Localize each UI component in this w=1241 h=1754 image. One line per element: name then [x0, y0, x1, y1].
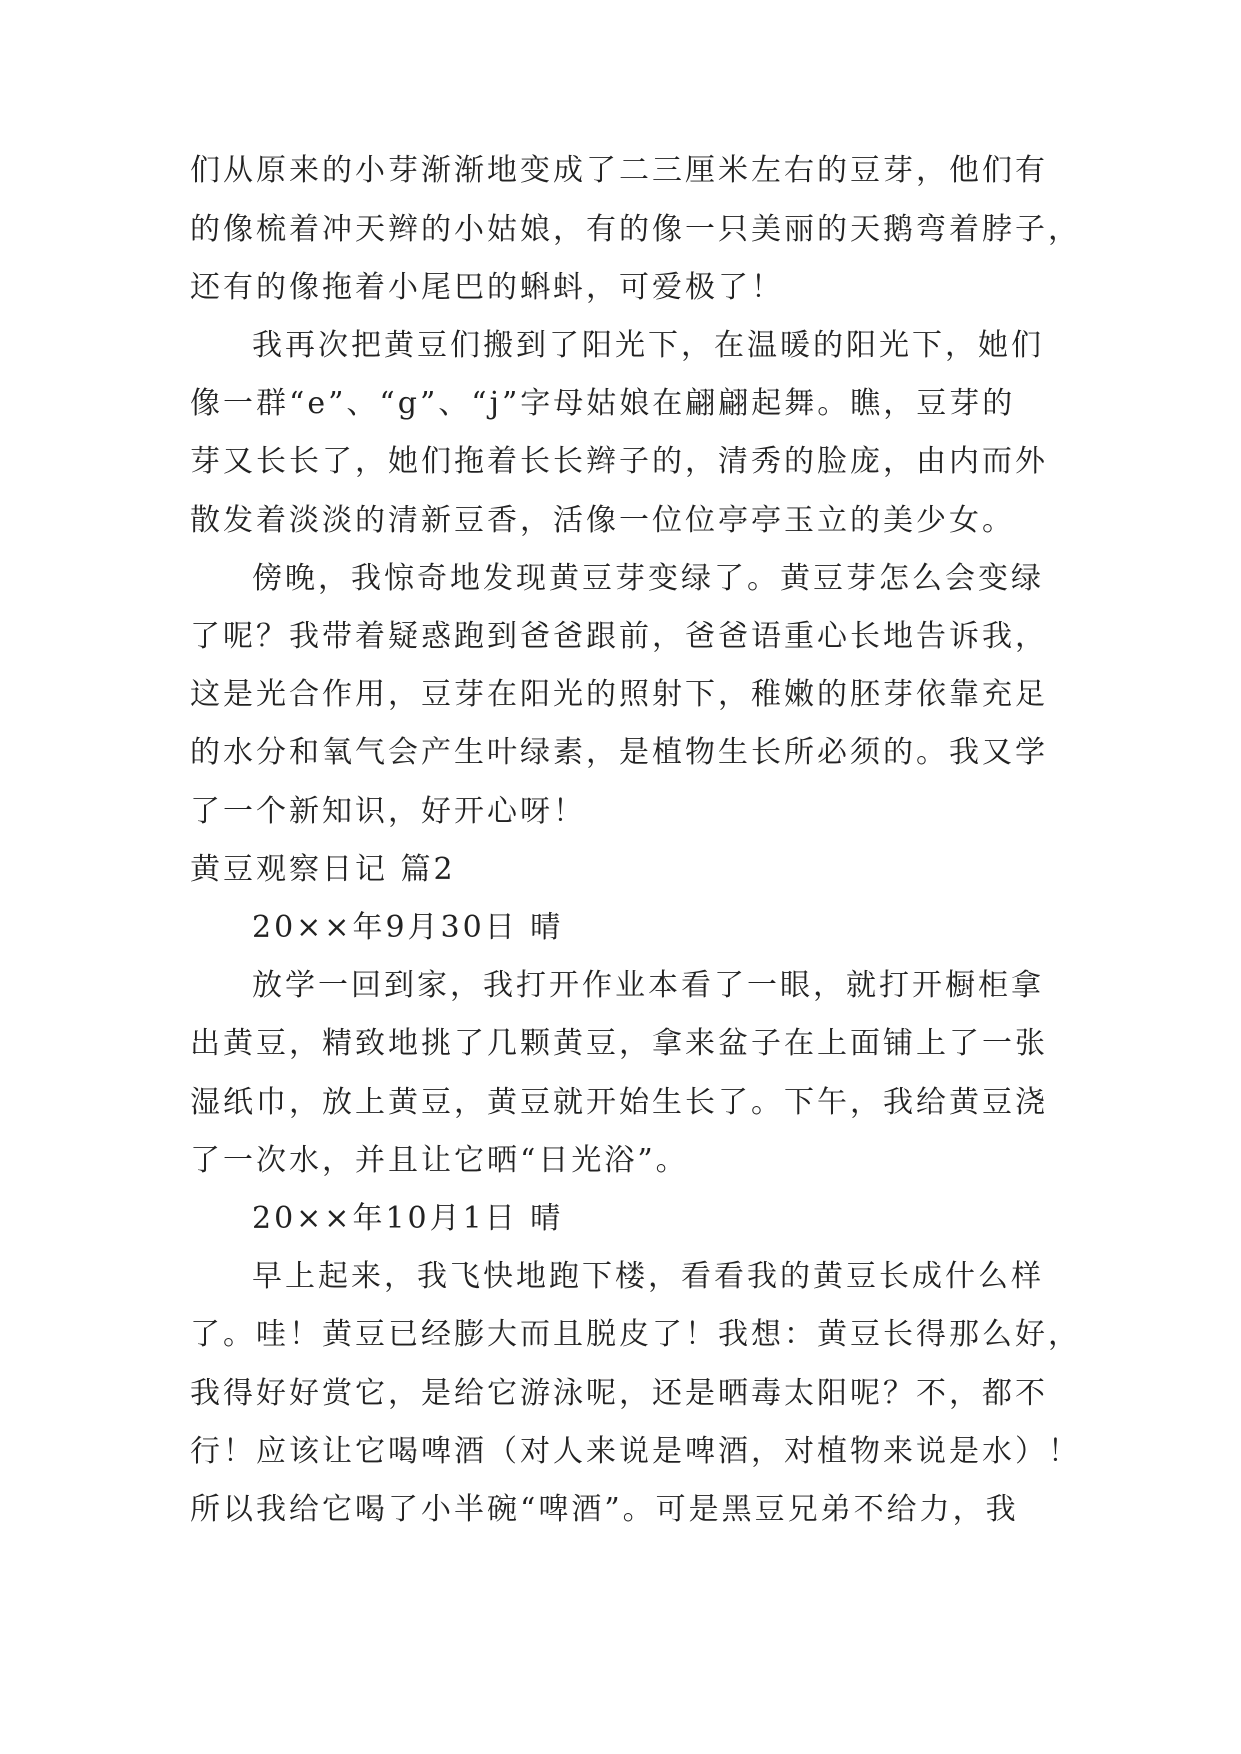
paragraph-line: 我再次把黄豆们搬到了阳光下，在温暖的阳光下，她们 — [252, 328, 1044, 363]
paragraph-line: 还有的像拖着小尾巴的蝌蚪，可爱极了！ — [190, 270, 784, 305]
paragraph-line: 芽又长长了，她们拖着长长辫子的，清秀的脸庞，由内而外 — [190, 444, 1048, 479]
paragraph-line: 湿纸巾，放上黄豆，黄豆就开始生长了。下午，我给黄豆浇 — [190, 1085, 1048, 1120]
paragraph-line: 散发着淡淡的清新豆香，活像一位位亭亭玉立的美少女。 — [190, 503, 1015, 538]
paragraph-line: 这是光合作用，豆芽在阳光的照射下，稚嫩的胚芽依靠充足 — [190, 677, 1048, 712]
paragraph-line: 我得好好赏它，是给它游泳呢，还是晒毒太阳呢？不，都不 — [190, 1376, 1048, 1411]
diary-date: 20××年9月30日 晴 — [252, 910, 564, 945]
paragraph-line: 的水分和氧气会产生叶绿素，是植物生长所必须的。我又学 — [190, 735, 1048, 770]
paragraph-line: 了一个新知识，好开心呀！ — [190, 794, 586, 829]
paragraph-line: 出黄豆，精致地挑了几颗黄豆，拿来盆子在上面铺上了一张 — [190, 1026, 1048, 1061]
paragraph-line: 了呢？我带着疑惑跑到爸爸跟前，爸爸语重心长地告诉我， — [190, 619, 1048, 654]
paragraph-line: 所以我给它喝了小半碗“啤酒”。可是黑豆兄弟不给力，我 — [190, 1492, 1019, 1527]
paragraph-line: 傍晚，我惊奇地发现黄豆芽变绿了。黄豆芽怎么会变绿 — [252, 561, 1044, 596]
paragraph-line: 们从原来的小芽渐渐地变成了二三厘米左右的豆芽，他们有 — [190, 153, 1048, 188]
paragraph-line: 像一群“e”、“g”、“j”字母姑娘在翩翩起舞。瞧，豆芽的 — [190, 386, 1016, 421]
diary-date: 20××年10月1日 晴 — [252, 1201, 564, 1236]
paragraph-line: 行！应该让它喝啤酒（对人来说是啤酒，对植物来说是水）！ — [190, 1434, 1081, 1469]
paragraph-line: 了一次水，并且让它晒“日光浴”。 — [190, 1143, 689, 1178]
paragraph-line: 放学一回到家，我打开作业本看了一眼，就打开橱柜拿 — [252, 968, 1044, 1003]
section-heading: 黄豆观察日记 篇2 — [190, 852, 456, 887]
paragraph-line: 了。哇！黄豆已经膨大而且脱皮了！我想：黄豆长得那么好， — [190, 1317, 1081, 1352]
paragraph-line: 的像梳着冲天辫的小姑娘，有的像一只美丽的天鹅弯着脖子， — [190, 212, 1081, 247]
paragraph-line: 早上起来，我飞快地跑下楼，看看我的黄豆长成什么样 — [252, 1259, 1044, 1294]
